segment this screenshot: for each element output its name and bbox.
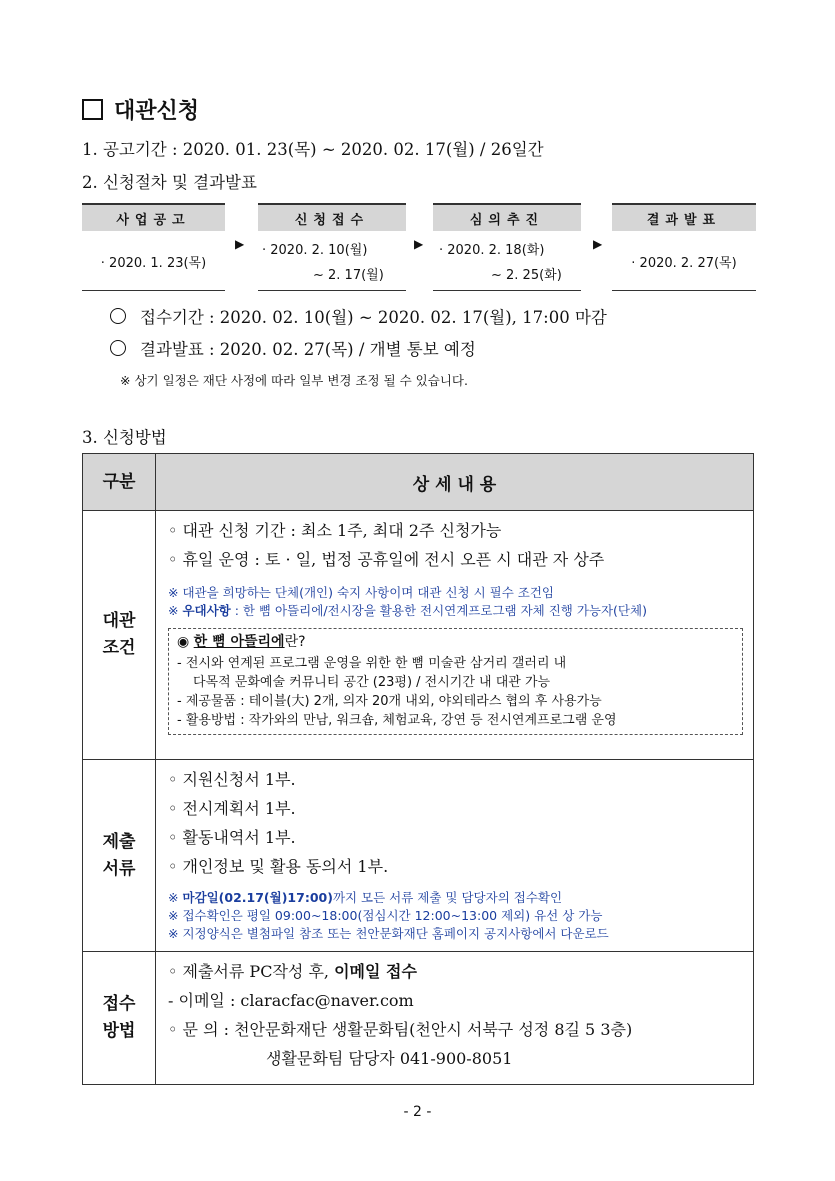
list-item: ◦ 활동내역서 1부. xyxy=(168,828,296,847)
circle-bullet-icon xyxy=(110,308,126,324)
table-row xyxy=(83,760,754,952)
conditions-detail xyxy=(156,511,754,760)
contact-person: 생활문화팀 담당자 041-900-8051 xyxy=(266,1049,513,1068)
method-heading: 3. 신청방법 xyxy=(82,428,167,447)
notice-period: 1. 공고기간 : 2020. 01. 23(목) ~ 2020. 02. 17(월) / 26일간 xyxy=(82,140,544,159)
list-item: - 전시와 연계된 프로그램 운영을 위한 한 뼘 미술관 삼거리 갤러리 내 xyxy=(177,656,567,671)
result-announcement-text: 결과발표 : 2020. 02. 27(목) / 개별 통보 예정 xyxy=(140,340,476,359)
list-item: ◦ 제출서류 PC작성 후, 이메일 접수 xyxy=(168,962,417,981)
section-title-text: 대관신청 xyxy=(114,98,200,124)
atelier-info-box xyxy=(168,628,743,735)
arrow-right-icon: ▶ xyxy=(235,237,245,251)
flow-step-head: 결과발표 xyxy=(612,203,756,231)
arrow-right-icon: ▶ xyxy=(593,237,603,251)
row-label-documents: 제출 서류 xyxy=(83,760,156,952)
list-item: - 제공물품 : 테이블(大) 2개, 의자 20개 내외, 야외테라스 협의 후 사용가능 xyxy=(177,694,602,709)
flow-date: · 2020. 2. 10(월) xyxy=(262,243,368,258)
header-detail: 상 세 내 용 xyxy=(156,454,754,511)
contact-line: ◦ 문 의 : 천안문화재단 생활문화팀(천안시 서북구 성정 8길 5 3층) xyxy=(168,1020,633,1039)
email-line: - 이메일 : claracfac@naver.com xyxy=(168,991,414,1010)
flow-step-body xyxy=(82,232,225,291)
flow-step-body xyxy=(612,232,756,291)
row-label-conditions: 대관 조건 xyxy=(83,511,156,760)
page-number: - 2 - xyxy=(403,1104,432,1120)
flow-date-end: ~ 2. 25(화) xyxy=(491,268,562,283)
conditions-note: ※ 우대사항 : 한 뼘 아뜰리에/전시장을 활용한 전시연계프로그램 자체 진행 가능자(단체) xyxy=(168,603,647,618)
result-announcement xyxy=(110,336,476,360)
flow-date: · 2020. 2. 27(목) xyxy=(631,255,737,271)
header-category: 구분 xyxy=(83,454,156,511)
conditions-note: ※ 대관을 희망하는 단체(개인) 숙지 사항이며 대관 신청 시 필수 조건임 xyxy=(168,585,554,600)
table-row xyxy=(83,511,754,760)
flow-step-head: 신청접수 xyxy=(258,203,406,231)
section-title xyxy=(82,94,199,125)
table-row xyxy=(83,952,754,1085)
checkbox-square-icon xyxy=(82,99,103,120)
atelier-title: ◉ 한 뼘 아뜰리에란? xyxy=(177,634,306,650)
documents-note: ※ 접수확인은 평일 09:00~18:00(점심시간 12:00~13:00 제외) 유선 상 가능 xyxy=(168,908,603,923)
submission-detail xyxy=(156,952,754,1085)
documents-note: ※ 마감일(02.17(월)17:00)까지 모든 서류 제출 및 담당자의 접수확인 xyxy=(168,890,563,905)
list-item: - 활용방법 : 작가와의 만남, 워크숍, 체험교육, 강연 등 전시연계프로그램 운영 xyxy=(177,713,617,728)
flow-step-head: 사업공고 xyxy=(82,203,225,231)
list-item: ◦ 전시계획서 1부. xyxy=(168,799,296,818)
list-item: ◦ 휴일 운영 : 토 · 일, 법정 공휴일에 전시 오픈 시 대관 자 상주 xyxy=(168,550,605,569)
flow-date: · 2020. 2. 18(화) xyxy=(439,243,545,258)
schedule-note: ※ 상기 일정은 재단 사정에 따라 일부 변경 조정 될 수 있습니다. xyxy=(120,373,468,388)
row-label-submission: 접수 방법 xyxy=(83,952,156,1085)
receipt-period xyxy=(110,304,607,328)
arrow-right-icon: ▶ xyxy=(414,237,424,251)
flow-step-body xyxy=(433,232,581,291)
application-method-table xyxy=(82,453,754,1085)
flow-date-end: ~ 2. 17(월) xyxy=(313,268,384,283)
flow-step-body xyxy=(258,232,406,291)
flow-step-head: 심의추진 xyxy=(433,203,581,231)
list-item: 다목적 문화예술 커뮤니티 공간 (23평) / 전시기간 내 대관 가능 xyxy=(193,675,551,690)
circle-bullet-icon xyxy=(110,340,126,356)
flow-date: · 2020. 1. 23(목) xyxy=(100,255,207,271)
documents-detail xyxy=(156,760,754,952)
list-item: ◦ 지원신청서 1부. xyxy=(168,770,296,789)
list-item: ◦ 대관 신청 기간 : 최소 1주, 최대 2주 신청가능 xyxy=(168,521,502,540)
documents-note: ※ 지정양식은 별첨파일 참조 또는 천안문화재단 홈페이지 공지사항에서 다운로드 xyxy=(168,926,609,941)
procedure-heading: 2. 신청절차 및 결과발표 xyxy=(82,173,257,192)
table-header-row xyxy=(83,454,754,511)
radio-dot-icon: ◉ xyxy=(177,634,190,650)
receipt-period-text: 접수기간 : 2020. 02. 10(월) ~ 2020. 02. 17(월), 17:00 마감 xyxy=(140,308,607,327)
list-item: ◦ 개인정보 및 활용 동의서 1부. xyxy=(168,857,389,876)
